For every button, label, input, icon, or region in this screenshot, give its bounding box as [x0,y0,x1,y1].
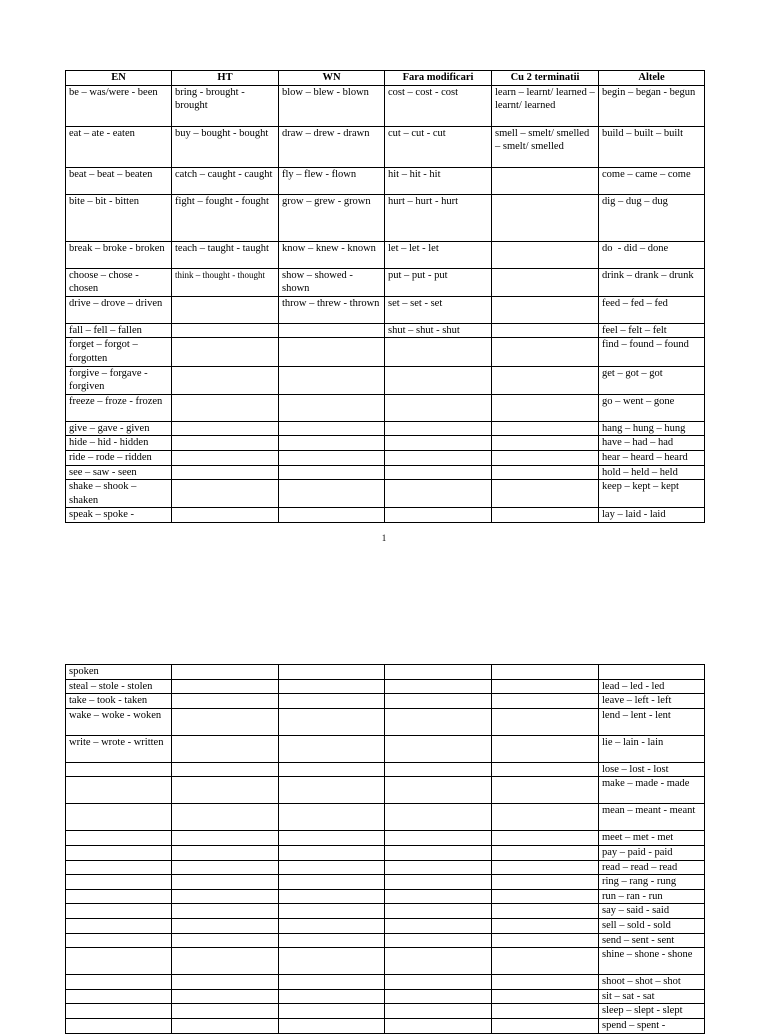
page-number: 1 [381,533,387,543]
cell-wn [279,860,385,875]
cell-en: beat – beat – beaten [66,167,172,194]
cell-cu-2-terminatii [492,296,599,323]
table-row [66,366,705,394]
table-row [66,167,705,194]
cell-cu-2-terminatii [492,268,599,296]
cell-cu-2-terminatii [492,1004,599,1019]
cell-ht [172,989,279,1004]
cell-altele: dig – dug – dug [599,194,705,241]
cell-altele: drink – drank – drunk [599,268,705,296]
cell-wn [279,975,385,990]
cell-ht: buy – bought - bought [172,126,279,167]
verb-table-page-1 [65,70,705,523]
cell-fara-modificari [385,394,492,421]
verb-table-page-2 [65,664,705,1034]
table-row [66,804,705,831]
cell-wn [279,777,385,804]
cell-ht [172,665,279,680]
cell-en [66,804,172,831]
cell-fara-modificari [385,777,492,804]
cell-ht: fight – fought - fought [172,194,279,241]
cell-ht: think – thought - thought [172,268,279,296]
table-row [66,394,705,421]
cell-en: freeze – froze - frozen [66,394,172,421]
cell-cu-2-terminatii [492,679,599,694]
cell-ht [172,394,279,421]
table-row [66,1004,705,1019]
cell-en [66,831,172,846]
cell-ht [172,436,279,451]
cell-fara-modificari: cost – cost - cost [385,85,492,126]
cell-cu-2-terminatii [492,421,599,436]
cell-altele: pay – paid - paid [599,845,705,860]
cell-altele: keep – kept – kept [599,480,705,508]
cell-ht [172,933,279,948]
cell-wn [279,948,385,975]
cell-ht: bring - brought - brought [172,85,279,126]
cell-ht [172,450,279,465]
cell-altele: sit – sat - sat [599,989,705,1004]
cell-en: shake – shook – shaken [66,480,172,508]
header-fara-modificari: Fara modificari [385,71,492,86]
cell-ht [172,480,279,508]
cell-en: steal – stole - stolen [66,679,172,694]
cell-wn [279,831,385,846]
cell-en: hide – hid - hidden [66,436,172,451]
cell-fara-modificari [385,975,492,990]
cell-cu-2-terminatii: learn – learnt/ learned – learnt/ learned [492,85,599,126]
cell-wn: grow – grew - grown [279,194,385,241]
cell-wn [279,918,385,933]
cell-en [66,904,172,919]
cell-cu-2-terminatii [492,708,599,735]
cell-fara-modificari: let – let - let [385,241,492,268]
cell-en: be – was/were - been [66,85,172,126]
cell-fara-modificari [385,918,492,933]
cell-en: fall – fell – fallen [66,323,172,338]
cell-ht [172,296,279,323]
cell-cu-2-terminatii [492,480,599,508]
cell-en [66,948,172,975]
cell-wn [279,804,385,831]
cell-fara-modificari [385,948,492,975]
table-row [66,296,705,323]
cell-en [66,1018,172,1033]
cell-cu-2-terminatii [492,508,599,523]
cell-altele: have – had – had [599,436,705,451]
cell-ht [172,338,279,366]
cell-altele: mean – meant - meant [599,804,705,831]
cell-fara-modificari [385,366,492,394]
cell-altele: come – came – come [599,167,705,194]
cell-altele: hold – held – held [599,465,705,480]
cell-fara-modificari [385,465,492,480]
cell-en [66,777,172,804]
cell-altele: make – made - made [599,777,705,804]
table-row [66,777,705,804]
cell-fara-modificari [385,694,492,709]
cell-en [66,845,172,860]
table-row [66,708,705,735]
cell-wn: draw – drew - drawn [279,126,385,167]
cell-ht [172,831,279,846]
cell-fara-modificari [385,338,492,366]
cell-fara-modificari [385,904,492,919]
cell-wn [279,889,385,904]
cell-en: take – took - taken [66,694,172,709]
cell-ht [172,508,279,523]
cell-ht [172,918,279,933]
cell-fara-modificari [385,1004,492,1019]
cell-wn [279,933,385,948]
cell-altele: feed – fed – fed [599,296,705,323]
cell-fara-modificari [385,860,492,875]
cell-wn [279,465,385,480]
cell-cu-2-terminatii [492,194,599,241]
table-row [66,989,705,1004]
cell-ht [172,845,279,860]
cell-cu-2-terminatii [492,1018,599,1033]
cell-cu-2-terminatii [492,450,599,465]
cell-wn [279,845,385,860]
cell-altele: get – got – got [599,366,705,394]
cell-wn [279,694,385,709]
cell-cu-2-terminatii [492,975,599,990]
cell-wn [279,1004,385,1019]
cell-fara-modificari [385,845,492,860]
cell-cu-2-terminatii [492,948,599,975]
cell-wn [279,762,385,777]
cell-wn [279,338,385,366]
cell-wn [279,480,385,508]
cell-ht [172,804,279,831]
cell-wn [279,665,385,680]
cell-en: forget – forgot – forgotten [66,338,172,366]
cell-ht [172,465,279,480]
cell-altele: begin – began - begun [599,85,705,126]
cell-en [66,975,172,990]
cell-altele: lead – led - led [599,679,705,694]
cell-ht [172,889,279,904]
cell-wn [279,436,385,451]
cell-altele: find – found – found [599,338,705,366]
cell-cu-2-terminatii: smell – smelt/ smelled – smelt/ smelled [492,126,599,167]
table-row [66,860,705,875]
cell-cu-2-terminatii [492,889,599,904]
cell-cu-2-terminatii [492,918,599,933]
cell-cu-2-terminatii [492,933,599,948]
table-row [66,465,705,480]
cell-altele: feel – felt – felt [599,323,705,338]
cell-altele: run – ran - run [599,889,705,904]
cell-en: break – broke - broken [66,241,172,268]
cell-en: eat – ate - eaten [66,126,172,167]
cell-altele: lie – lain - lain [599,735,705,762]
cell-ht [172,679,279,694]
cell-altele [599,665,705,680]
cell-wn [279,1018,385,1033]
cell-cu-2-terminatii [492,465,599,480]
cell-cu-2-terminatii [492,777,599,804]
table-row [66,889,705,904]
cell-ht: teach – taught - taught [172,241,279,268]
cell-fara-modificari [385,421,492,436]
cell-ht [172,708,279,735]
cell-fara-modificari [385,508,492,523]
cell-altele: leave – left - left [599,694,705,709]
cell-altele: read – read – read [599,860,705,875]
cell-cu-2-terminatii [492,860,599,875]
cell-fara-modificari [385,989,492,1004]
table-row [66,845,705,860]
cell-en: ride – rode – ridden [66,450,172,465]
table-row [66,85,705,126]
cell-ht [172,1018,279,1033]
cell-fara-modificari: hit – hit - hit [385,167,492,194]
table-row [66,323,705,338]
cell-wn [279,735,385,762]
cell-cu-2-terminatii [492,338,599,366]
cell-wn [279,323,385,338]
cell-altele: lose – lost - lost [599,762,705,777]
header-en: EN [66,71,172,86]
table-row [66,762,705,777]
cell-fara-modificari [385,804,492,831]
cell-altele: do - did – done [599,241,705,268]
cell-ht [172,777,279,804]
cell-cu-2-terminatii [492,831,599,846]
cell-cu-2-terminatii [492,241,599,268]
table-row [66,241,705,268]
cell-altele: hear – heard – heard [599,450,705,465]
table-row [66,694,705,709]
cell-altele: shine – shone - shone [599,948,705,975]
cell-altele: go – went – gone [599,394,705,421]
table-row [66,450,705,465]
cell-fara-modificari [385,875,492,890]
table-row [66,975,705,990]
table-row [66,194,705,241]
cell-en [66,918,172,933]
cell-en [66,1004,172,1019]
cell-ht [172,975,279,990]
cell-wn [279,394,385,421]
cell-ht: catch – caught - caught [172,167,279,194]
cell-wn: throw – threw - thrown [279,296,385,323]
cell-ht [172,323,279,338]
cell-altele: shoot – shot – shot [599,975,705,990]
cell-fara-modificari [385,436,492,451]
table-row [66,875,705,890]
cell-ht [172,1004,279,1019]
cell-fara-modificari [385,831,492,846]
cell-en: wake – woke - woken [66,708,172,735]
cell-fara-modificari [385,450,492,465]
cell-wn [279,875,385,890]
header-wn: WN [279,71,385,86]
cell-en [66,889,172,904]
cell-altele: spend – spent - [599,1018,705,1033]
cell-cu-2-terminatii [492,804,599,831]
header-cu-2-terminatii: Cu 2 terminatii [492,71,599,86]
cell-en: give – gave - given [66,421,172,436]
cell-cu-2-terminatii [492,989,599,1004]
cell-ht [172,366,279,394]
cell-altele: say – said - said [599,904,705,919]
table-row [66,735,705,762]
cell-en: bite – bit - bitten [66,194,172,241]
cell-fara-modificari [385,665,492,680]
cell-wn [279,904,385,919]
table-row [66,904,705,919]
cell-en: see – saw - seen [66,465,172,480]
cell-en: write – wrote - written [66,735,172,762]
table-row [66,918,705,933]
table-row [66,1018,705,1033]
cell-cu-2-terminatii [492,904,599,919]
cell-fara-modificari [385,762,492,777]
cell-cu-2-terminatii [492,436,599,451]
cell-fara-modificari: put – put - put [385,268,492,296]
cell-altele: lay – laid - laid [599,508,705,523]
cell-wn [279,450,385,465]
cell-wn [279,366,385,394]
cell-wn: fly – flew - flown [279,167,385,194]
table-row [66,679,705,694]
cell-fara-modificari [385,735,492,762]
cell-altele: build – built – built [599,126,705,167]
cell-altele: sleep – slept - slept [599,1004,705,1019]
cell-cu-2-terminatii [492,845,599,860]
cell-fara-modificari [385,480,492,508]
cell-ht [172,694,279,709]
cell-en [66,875,172,890]
table-row [66,948,705,975]
cell-altele: meet – met - met [599,831,705,846]
cell-en [66,860,172,875]
cell-wn: know – knew - known [279,241,385,268]
table-row [66,421,705,436]
cell-en [66,933,172,948]
cell-cu-2-terminatii [492,735,599,762]
cell-ht [172,421,279,436]
cell-wn: show – showed - shown [279,268,385,296]
cell-fara-modificari: set – set - set [385,296,492,323]
cell-wn [279,508,385,523]
cell-ht [172,948,279,975]
header-ht: HT [172,71,279,86]
cell-en [66,989,172,1004]
cell-ht [172,735,279,762]
cell-cu-2-terminatii [492,167,599,194]
table-row [66,268,705,296]
cell-fara-modificari [385,679,492,694]
cell-altele: ring – rang - rung [599,875,705,890]
table-row [66,831,705,846]
cell-cu-2-terminatii [492,394,599,421]
table-row [66,480,705,508]
cell-ht [172,904,279,919]
cell-en: drive – drove – driven [66,296,172,323]
table-row [66,338,705,366]
cell-cu-2-terminatii [492,323,599,338]
cell-wn [279,421,385,436]
cell-en: choose – chose - chosen [66,268,172,296]
cell-cu-2-terminatii [492,875,599,890]
table-row [66,665,705,680]
cell-altele: sell – sold - sold [599,918,705,933]
cell-en: forgive – forgave - forgiven [66,366,172,394]
cell-en: spoken [66,665,172,680]
header-altele: Altele [599,71,705,86]
cell-altele: send – sent - sent [599,933,705,948]
header-row [66,71,705,86]
cell-en: speak – spoke - [66,508,172,523]
cell-fara-modificari: hurt – hurt - hurt [385,194,492,241]
cell-ht [172,860,279,875]
cell-wn [279,708,385,735]
cell-wn [279,679,385,694]
cell-cu-2-terminatii [492,762,599,777]
cell-cu-2-terminatii [492,665,599,680]
cell-fara-modificari [385,933,492,948]
cell-fara-modificari [385,1018,492,1033]
table-row [66,436,705,451]
cell-altele: lend – lent - lent [599,708,705,735]
table-row [66,933,705,948]
cell-en [66,762,172,777]
cell-wn [279,989,385,1004]
cell-wn: blow – blew - blown [279,85,385,126]
cell-fara-modificari [385,889,492,904]
cell-ht [172,762,279,777]
cell-ht [172,875,279,890]
table-row [66,126,705,167]
cell-fara-modificari: shut – shut - shut [385,323,492,338]
table-row [66,508,705,523]
cell-cu-2-terminatii [492,694,599,709]
cell-fara-modificari [385,708,492,735]
cell-fara-modificari: cut – cut - cut [385,126,492,167]
cell-cu-2-terminatii [492,366,599,394]
cell-altele: hang – hung – hung [599,421,705,436]
